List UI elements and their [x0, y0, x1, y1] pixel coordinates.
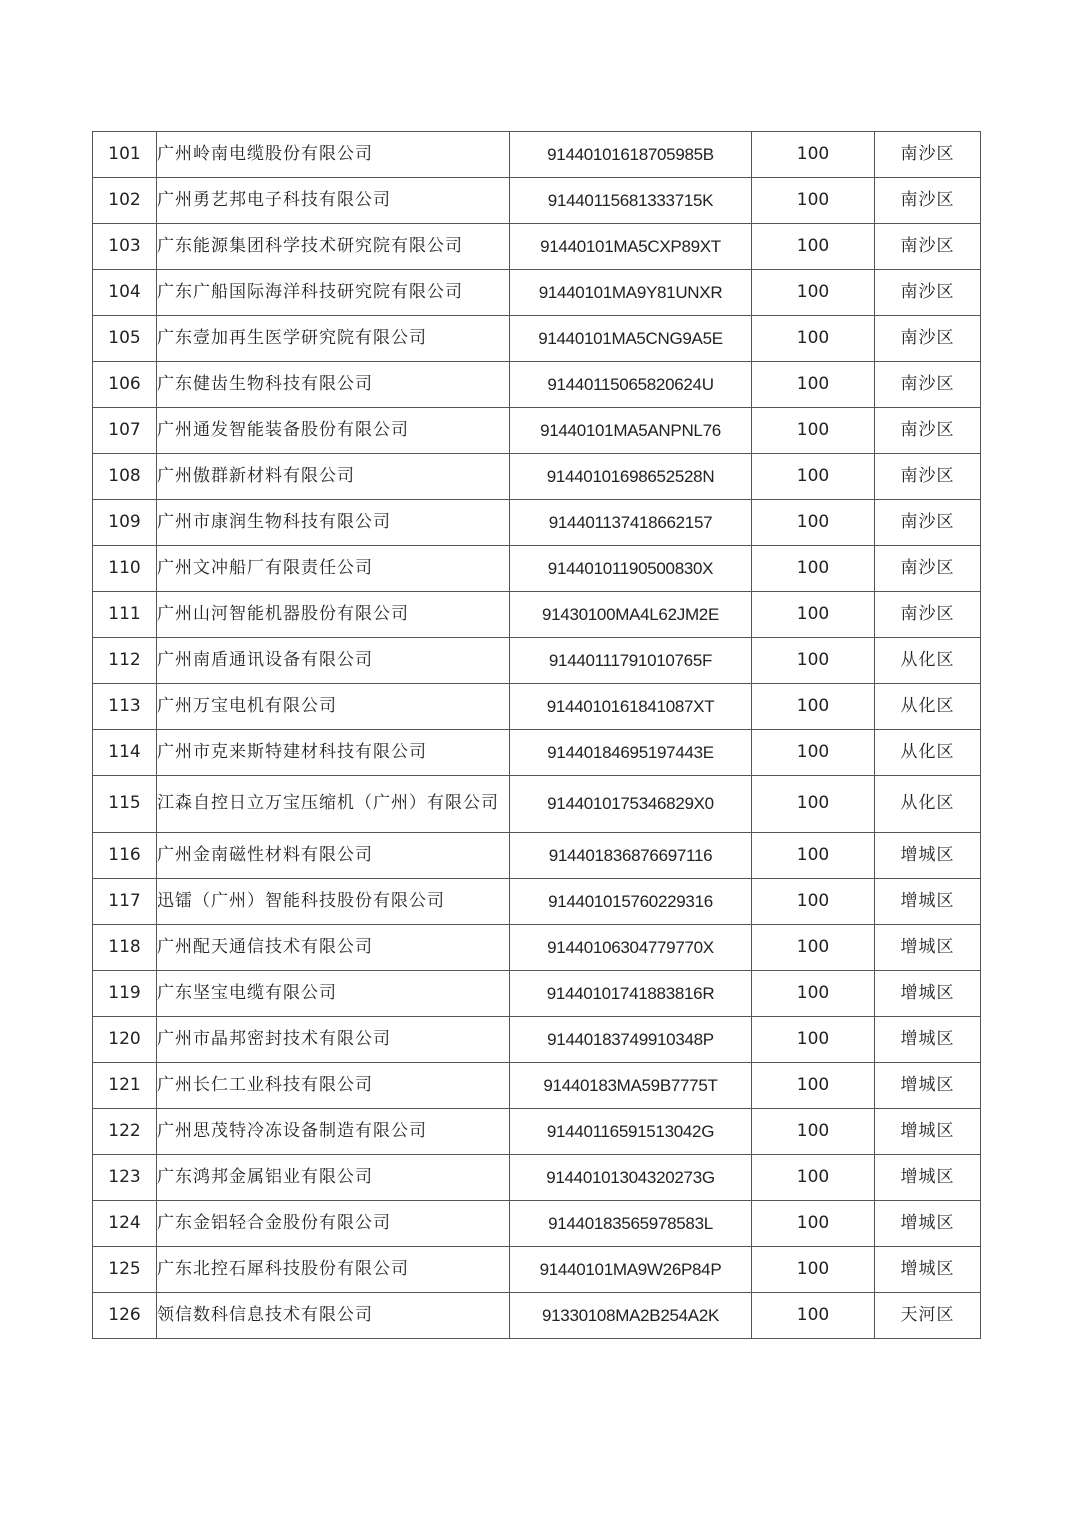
credit-code-cell: 91440101190500830X — [510, 546, 752, 592]
district-cell: 南沙区 — [875, 178, 981, 224]
score-cell: 100 — [752, 925, 875, 971]
score-cell: 100 — [752, 638, 875, 684]
company-name-cell: 广东能源集团科学技术研究院有限公司 — [157, 224, 510, 270]
row-number-cell: 115 — [93, 776, 157, 833]
table-body — [93, 132, 981, 1339]
credit-code-cell: 91440101618705985B — [510, 132, 752, 178]
credit-code-cell: 914401836876697116 — [510, 833, 752, 879]
score-cell: 100 — [752, 776, 875, 833]
company-list-table — [92, 131, 981, 1339]
credit-code-cell: 91440101MA9W26P84P — [510, 1247, 752, 1293]
table-row — [93, 408, 981, 454]
score-cell: 100 — [752, 500, 875, 546]
company-name-cell: 广东健齿生物科技有限公司 — [157, 362, 510, 408]
row-number-cell: 102 — [93, 178, 157, 224]
credit-code-cell: 91440101MA5ANPNL76 — [510, 408, 752, 454]
district-cell: 增城区 — [875, 971, 981, 1017]
district-cell: 天河区 — [875, 1293, 981, 1339]
score-cell: 100 — [752, 1109, 875, 1155]
row-number-cell: 117 — [93, 879, 157, 925]
table-row — [93, 1155, 981, 1201]
district-cell: 南沙区 — [875, 546, 981, 592]
table-row — [93, 1109, 981, 1155]
row-number-cell: 114 — [93, 730, 157, 776]
score-cell: 100 — [752, 408, 875, 454]
score-cell: 100 — [752, 224, 875, 270]
credit-code-cell: 91440115681333715K — [510, 178, 752, 224]
row-number-cell: 105 — [93, 316, 157, 362]
score-cell: 100 — [752, 132, 875, 178]
company-name-cell: 广东金铝轻合金股份有限公司 — [157, 1201, 510, 1247]
row-number-cell: 112 — [93, 638, 157, 684]
credit-code-cell: 914401015760229316 — [510, 879, 752, 925]
row-number-cell: 119 — [93, 971, 157, 1017]
score-cell: 100 — [752, 833, 875, 879]
table-row — [93, 1017, 981, 1063]
table-row — [93, 270, 981, 316]
row-number-cell: 107 — [93, 408, 157, 454]
score-cell: 100 — [752, 971, 875, 1017]
score-cell: 100 — [752, 1201, 875, 1247]
row-number-cell: 124 — [93, 1201, 157, 1247]
district-cell: 南沙区 — [875, 316, 981, 362]
table-row — [93, 730, 981, 776]
row-number-cell: 106 — [93, 362, 157, 408]
district-cell: 增城区 — [875, 925, 981, 971]
district-cell: 增城区 — [875, 1017, 981, 1063]
score-cell: 100 — [752, 454, 875, 500]
score-cell: 100 — [752, 592, 875, 638]
row-number-cell: 125 — [93, 1247, 157, 1293]
score-cell: 100 — [752, 270, 875, 316]
company-name-cell: 广州长仁工业科技有限公司 — [157, 1063, 510, 1109]
table-row — [93, 1293, 981, 1339]
company-name-cell: 广州南盾通讯设备有限公司 — [157, 638, 510, 684]
credit-code-cell: 91440111791010765F — [510, 638, 752, 684]
row-number-cell: 109 — [93, 500, 157, 546]
table-row — [93, 776, 981, 833]
row-number-cell: 123 — [93, 1155, 157, 1201]
table-row — [93, 316, 981, 362]
district-cell: 南沙区 — [875, 224, 981, 270]
credit-code-cell: 91440101698652528N — [510, 454, 752, 500]
company-name-cell: 广州市康润生物科技有限公司 — [157, 500, 510, 546]
credit-code-cell: 9144010175346829X0 — [510, 776, 752, 833]
credit-code-cell: 91440101MA5CXP89XT — [510, 224, 752, 270]
score-cell: 100 — [752, 1293, 875, 1339]
district-cell: 从化区 — [875, 684, 981, 730]
credit-code-cell: 91440115065820624U — [510, 362, 752, 408]
company-name-cell: 广州万宝电机有限公司 — [157, 684, 510, 730]
score-cell: 100 — [752, 1017, 875, 1063]
company-name-cell: 广州文冲船厂有限责任公司 — [157, 546, 510, 592]
row-number-cell: 110 — [93, 546, 157, 592]
credit-code-cell: 91440106304779770X — [510, 925, 752, 971]
table-row — [93, 178, 981, 224]
district-cell: 从化区 — [875, 776, 981, 833]
credit-code-cell: 91440184695197443E — [510, 730, 752, 776]
company-name-cell: 广东鸿邦金属铝业有限公司 — [157, 1155, 510, 1201]
score-cell: 100 — [752, 684, 875, 730]
score-cell: 100 — [752, 362, 875, 408]
table-row — [93, 879, 981, 925]
credit-code-cell: 91440101741883816R — [510, 971, 752, 1017]
company-name-cell: 领信数科信息技术有限公司 — [157, 1293, 510, 1339]
score-cell: 100 — [752, 316, 875, 362]
score-cell: 100 — [752, 546, 875, 592]
district-cell: 南沙区 — [875, 270, 981, 316]
row-number-cell: 111 — [93, 592, 157, 638]
score-cell: 100 — [752, 178, 875, 224]
credit-code-cell: 9144010161841087XT — [510, 684, 752, 730]
district-cell: 从化区 — [875, 730, 981, 776]
district-cell: 南沙区 — [875, 592, 981, 638]
row-number-cell: 101 — [93, 132, 157, 178]
company-name-cell: 广州市晶邦密封技术有限公司 — [157, 1017, 510, 1063]
row-number-cell: 104 — [93, 270, 157, 316]
company-name-cell: 广州市克来斯特建材科技有限公司 — [157, 730, 510, 776]
table-row — [93, 454, 981, 500]
credit-code-cell: 91440183565978583L — [510, 1201, 752, 1247]
row-number-cell: 126 — [93, 1293, 157, 1339]
table-row — [93, 362, 981, 408]
row-number-cell: 122 — [93, 1109, 157, 1155]
district-cell: 增城区 — [875, 1155, 981, 1201]
table-row — [93, 833, 981, 879]
company-name-cell: 广州山河智能机器股份有限公司 — [157, 592, 510, 638]
company-name-cell: 迅镭（广州）智能科技股份有限公司 — [157, 879, 510, 925]
district-cell: 增城区 — [875, 1109, 981, 1155]
credit-code-cell: 91440183MA59B7775T — [510, 1063, 752, 1109]
company-name-cell: 广东广船国际海洋科技研究院有限公司 — [157, 270, 510, 316]
table-row — [93, 638, 981, 684]
credit-code-cell: 91440101MA5CNG9A5E — [510, 316, 752, 362]
table-row — [93, 1201, 981, 1247]
row-number-cell: 120 — [93, 1017, 157, 1063]
company-name-cell: 广东壹加再生医学研究院有限公司 — [157, 316, 510, 362]
row-number-cell: 118 — [93, 925, 157, 971]
district-cell: 增城区 — [875, 1201, 981, 1247]
credit-code-cell: 91440116591513042G — [510, 1109, 752, 1155]
table-row — [93, 1063, 981, 1109]
company-name-cell: 广东坚宝电缆有限公司 — [157, 971, 510, 1017]
district-cell: 南沙区 — [875, 362, 981, 408]
table-row — [93, 546, 981, 592]
company-name-cell: 江森自控日立万宝压缩机（广州）有限公司 — [157, 776, 510, 833]
district-cell: 南沙区 — [875, 454, 981, 500]
table-row — [93, 132, 981, 178]
score-cell: 100 — [752, 1155, 875, 1201]
row-number-cell: 116 — [93, 833, 157, 879]
district-cell: 增城区 — [875, 833, 981, 879]
row-number-cell: 103 — [93, 224, 157, 270]
table-row — [93, 500, 981, 546]
score-cell: 100 — [752, 1247, 875, 1293]
company-name-cell: 广东北控石犀科技股份有限公司 — [157, 1247, 510, 1293]
district-cell: 南沙区 — [875, 132, 981, 178]
score-cell: 100 — [752, 879, 875, 925]
credit-code-cell: 91330108MA2B254A2K — [510, 1293, 752, 1339]
row-number-cell: 121 — [93, 1063, 157, 1109]
district-cell: 增城区 — [875, 1063, 981, 1109]
credit-code-cell: 914401137418662157 — [510, 500, 752, 546]
score-cell: 100 — [752, 1063, 875, 1109]
credit-code-cell: 91440101304320273G — [510, 1155, 752, 1201]
company-name-cell: 广州傲群新材料有限公司 — [157, 454, 510, 500]
company-name-cell: 广州勇艺邦电子科技有限公司 — [157, 178, 510, 224]
table-row — [93, 224, 981, 270]
row-number-cell: 108 — [93, 454, 157, 500]
company-name-cell: 广州岭南电缆股份有限公司 — [157, 132, 510, 178]
district-cell: 增城区 — [875, 879, 981, 925]
district-cell: 南沙区 — [875, 408, 981, 454]
row-number-cell: 113 — [93, 684, 157, 730]
company-name-cell: 广州通发智能装备股份有限公司 — [157, 408, 510, 454]
credit-code-cell: 91440183749910348P — [510, 1017, 752, 1063]
table-row — [93, 1247, 981, 1293]
score-cell: 100 — [752, 730, 875, 776]
district-cell: 从化区 — [875, 638, 981, 684]
company-name-cell: 广州配天通信技术有限公司 — [157, 925, 510, 971]
company-name-cell: 广州思茂特冷冻设备制造有限公司 — [157, 1109, 510, 1155]
table-row — [93, 684, 981, 730]
district-cell: 南沙区 — [875, 500, 981, 546]
district-cell: 增城区 — [875, 1247, 981, 1293]
table-row — [93, 592, 981, 638]
credit-code-cell: 91440101MA9Y81UNXR — [510, 270, 752, 316]
table-row — [93, 971, 981, 1017]
credit-code-cell: 91430100MA4L62JM2E — [510, 592, 752, 638]
company-name-cell: 广州金南磁性材料有限公司 — [157, 833, 510, 879]
table-row — [93, 925, 981, 971]
